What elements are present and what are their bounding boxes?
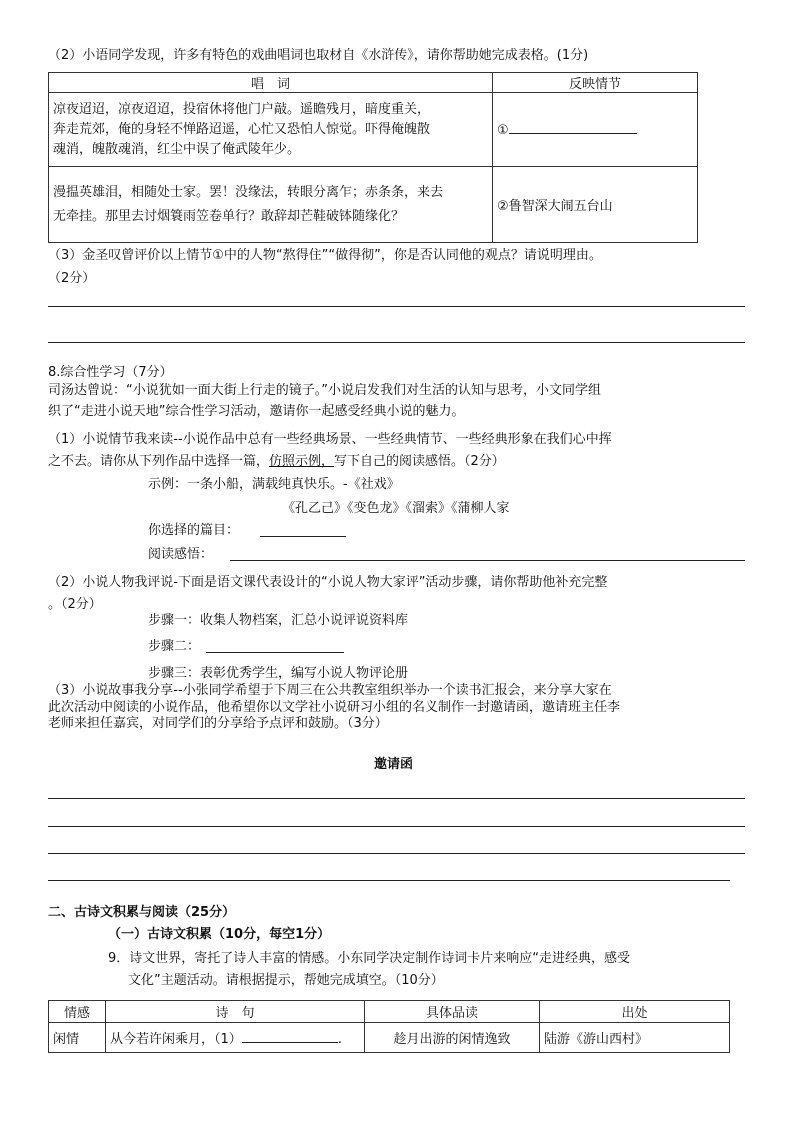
cell-analysis: 趁月出游的闲情逸致: [365, 1023, 540, 1053]
lyrics-2-line1: 漫揾英雄泪，相随处士家。罢！没缘法，转眼分离乍；赤条条，来去: [53, 184, 444, 200]
q8-sub3-line3: 老师来担任嘉宾，对同学们的分享给予点评和鼓励。（3分）: [48, 716, 388, 731]
q8-sub3-line1: （3）小说故事我分享--小张同学希望于下周三在公共教室组织举办一个读书汇报会，来分享大家在: [48, 683, 612, 698]
feeling-blank[interactable]: [230, 560, 745, 561]
q8-intro-line1: 司汤达曾说：“小说犹如一面大街上行走的镜子。”小说启发我们对生活的认知与思考，小文同学组: [48, 383, 601, 398]
q8-sub1-text-c: 写下自己的阅读感悟。（2分）: [334, 454, 505, 469]
q7-sub3-line1: （3）金圣叹曾评价以上情节①中的人物“熬得住”“做得彻”，你是否认同他的观点？请说明理由。: [48, 248, 602, 263]
lyrics-2-line2: 无牵挂。那里去讨烟簑雨笠卷单行？敢辞却芒鞋破钵随缘化？: [53, 208, 405, 224]
q7-sub3-line2: （2分）: [48, 271, 96, 286]
q8-title: 8.综合性学习（7分）: [48, 365, 173, 380]
plot-1-marker: ①: [497, 123, 509, 138]
verse-text: 从今若许闲乘月，（1）: [110, 1032, 242, 1047]
step-3: 步骤三：表彰优秀学生，编写小说人物评论册: [148, 666, 409, 681]
q8-sub2-line1: （2）小说人物我评说-下面是语文课代表设计的“小说人物大家评”活动步骤，请你帮助他补充完整: [48, 575, 608, 590]
q8-sub1-line1: （1）小说情节我来读--小说作品中总有一些经典场景、一些经典情节、一些经典形象在我们心中挥: [48, 432, 612, 447]
poetry-card-table: [48, 1000, 730, 1053]
invitation-line[interactable]: [48, 826, 745, 827]
q8-intro-line2: 织了“走进小说天地”综合性学习活动，邀请你一起感受经典小说的魅力。: [48, 404, 465, 419]
cell-source: 陆游《游山西村》: [540, 1023, 730, 1053]
invitation-line[interactable]: [48, 798, 745, 799]
step-2-blank[interactable]: [206, 652, 344, 653]
choice-blank[interactable]: [260, 536, 346, 537]
header-analysis: 具体品读: [365, 1001, 540, 1023]
header-emotion: 情感: [49, 1001, 106, 1023]
q8-sub3-line2: 此次活动中阅读的小说作品，他希望你以文学社小说研习小组的名义制作一封邀请函，邀请班主任李: [48, 700, 621, 715]
cell-verse: [106, 1023, 365, 1053]
step-2-label: 步骤二：: [148, 639, 201, 654]
plot-cell-1: [493, 93, 698, 167]
verse-end: .: [337, 1032, 342, 1047]
q8-sub1-text-underlined: 仿照示例，: [269, 454, 335, 469]
plot-1-blank[interactable]: [509, 121, 637, 134]
header-lyrics: 唱 词: [49, 73, 493, 93]
header-verse: 诗 句: [106, 1001, 365, 1023]
invitation-line[interactable]: [48, 880, 730, 881]
lyrics-cell-1: [49, 93, 493, 167]
part2-heading: 二、古诗文积累与阅读（25分）: [48, 905, 236, 920]
header-source: 出处: [540, 1001, 730, 1023]
step-1: 步骤一：收集人物档案，汇总小说评说资料库: [148, 613, 409, 628]
q8-works-list: 《孔乙己》《变色龙》《溜索》《蒲柳人家: [282, 501, 510, 516]
q8-example: 示例：一条小船，满载纯真快乐。-《社戏》: [148, 477, 400, 492]
q8-sub1-line2: [48, 453, 505, 471]
feeling-label: 阅读感悟：: [148, 547, 214, 562]
q7-sub2-prompt: （2）小语同学发现，许多有特色的戏曲唱词也取材自《水浒传》，请你帮助她完成表格。(1分): [48, 48, 589, 63]
part2-subheading: （一）古诗文积累（10分，每空1分）: [108, 927, 331, 942]
lyrics-1-line1: 凉夜迢迢，凉夜迢迢，投宿休将他门户敲。遥瞻残月，暗度重关，: [53, 101, 431, 117]
invitation-title: 邀请函: [374, 757, 414, 772]
plot-cell-2: ②鲁智深大闹五台山: [493, 167, 698, 243]
answer-line[interactable]: [48, 306, 745, 307]
q9-line1: 9．诗文世界，寄托了诗人丰富的情感。小东同学决定制作诗词卡片来响应“走进经典，感受: [108, 951, 631, 966]
invitation-line[interactable]: [48, 853, 745, 854]
q9-line2: 文化”主题活动。请根据提示，帮她完成填空。（10分）: [128, 973, 444, 988]
q8-sub2-line2: 。（2分）: [48, 597, 102, 612]
choice-label: 你选择的篇目：: [148, 523, 240, 538]
drama-lyrics-table: [48, 72, 698, 243]
cell-emotion: 闲情: [49, 1023, 106, 1053]
q8-sub1-text-a: 之不去。请你从下列作品中选择一篇，: [48, 454, 270, 469]
lyrics-cell-2: [49, 167, 493, 243]
lyrics-1-line2: 奔走荒郊，俺的身轻不惮路迢遥，心忙又恐怕人惊觉。吓得俺魄散: [53, 121, 431, 137]
lyrics-1-line3: 魂消，魄散魂消，红尘中误了俺武陵年少。: [53, 141, 301, 157]
header-plot: 反映情节: [493, 73, 698, 93]
verse-blank[interactable]: [242, 1030, 338, 1043]
answer-line[interactable]: [48, 342, 745, 343]
